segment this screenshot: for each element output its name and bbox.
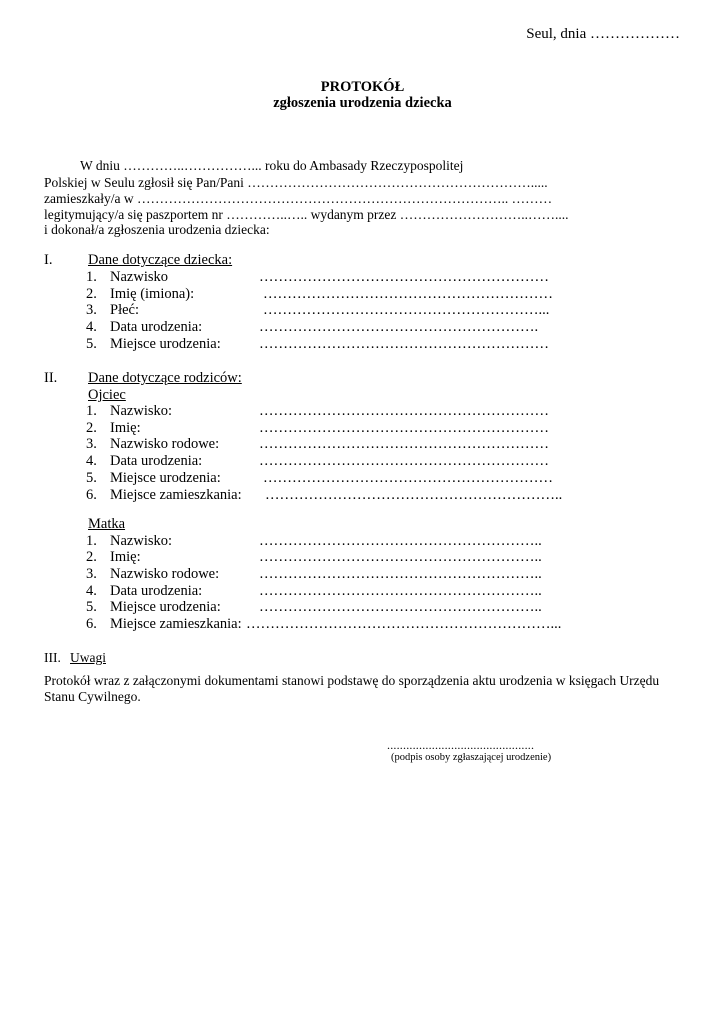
fill-line: …………………………………………………. [259, 319, 539, 335]
closing-paragraph: Protokół wraz z załączonymi dokumentami stanowi podstawę do sporządzenia aktu urodzenia w księgach Urzędu Stanu Cywilnego. [44, 673, 660, 704]
item-label: Miejsce zamieszkania: [110, 616, 242, 632]
item-label: Nazwisko: [110, 533, 173, 549]
item-number: 2. [86, 549, 97, 565]
item-number: 6. [86, 616, 97, 632]
child-item [86, 286, 194, 302]
item-label: Nazwisko [110, 269, 168, 285]
mother-item [86, 533, 172, 549]
mother-item [86, 566, 219, 582]
document-title: PROTOKÓŁ [320, 79, 405, 95]
place-date: Seul, dnia ……………… [526, 26, 680, 42]
fill-line: …………………………………………………… [259, 336, 549, 352]
fill-line: …………………………………………………… [259, 403, 549, 419]
item-number: 3. [86, 302, 97, 318]
fill-line: …………………………………………………….. [265, 487, 563, 503]
mother-item [86, 616, 242, 632]
fill-line: …………………………………………………… [263, 286, 553, 302]
item-number: 1. [86, 269, 97, 285]
item-label: Miejsce zamieszkania: [110, 487, 242, 503]
item-label: Data urodzenia: [110, 453, 203, 469]
item-label: Imię: [110, 420, 141, 436]
item-label: Data urodzenia: [110, 583, 203, 599]
item-number: 5. [86, 599, 97, 615]
section-3-heading: Uwagi [70, 650, 106, 665]
item-label: Imię: [110, 549, 141, 565]
item-label: Miejsce urodzenia: [110, 336, 221, 352]
item-number: 2. [86, 420, 97, 436]
child-item [86, 319, 202, 335]
fill-line: ………………………………………………….. [259, 533, 542, 549]
fill-line: …………………………………………………… [259, 436, 549, 452]
signature-caption: (podpis osoby zgłaszającej urodzenie) [391, 752, 552, 763]
item-number: 3. [86, 566, 97, 582]
father-item [86, 436, 219, 452]
fill-line: ………………………………………………………... [246, 616, 562, 632]
mother-heading: Matka [88, 516, 126, 532]
fill-line: …………………………………………………… [259, 420, 549, 436]
item-label: Imię (imiona): [110, 286, 195, 302]
intro-line-5: i dokonał/a zgłoszenia urodzenia dziecka: [44, 222, 270, 237]
item-number: 1. [86, 533, 97, 549]
fill-line: …………………………………………………… [263, 470, 553, 486]
father-heading: Ojciec [88, 387, 126, 403]
item-label: Nazwisko rodowe: [110, 566, 220, 582]
item-number: 4. [86, 583, 97, 599]
fill-line: ………………………………………………….. [259, 583, 542, 599]
item-number: 3. [86, 436, 97, 452]
item-number: 4. [86, 453, 97, 469]
intro-line-3: zamieszkały/a w ……………………………………………………………………….. ……… [44, 191, 553, 206]
section-2-heading: Dane dotyczące rodziców: [88, 370, 242, 386]
intro-line-2: Polskiej w Seulu zgłosił się Pan/Pani ………………………………………………………..... [44, 175, 548, 190]
fill-line: …………………………………………………... [263, 302, 550, 318]
item-label: Miejsce urodzenia: [110, 599, 221, 615]
fill-line: ………………………………………………….. [259, 599, 542, 615]
child-item [86, 269, 168, 285]
item-label: Płeć: [110, 302, 139, 318]
section-3-number: III. [44, 650, 61, 665]
father-item [86, 420, 141, 436]
intro-line-4: legitymujący/a się paszportem nr …………..….. wydanym przez ………………………..…….... [44, 207, 569, 222]
item-number: 4. [86, 319, 97, 335]
mother-item [86, 549, 141, 565]
item-number: 2. [86, 286, 97, 302]
mother-item [86, 599, 221, 615]
child-item [86, 302, 139, 318]
father-item [86, 403, 172, 419]
item-number: 6. [86, 487, 97, 503]
fill-line: …………………………………………………… [259, 453, 549, 469]
document-subtitle: zgłoszenia urodzenia dziecka [273, 95, 452, 111]
item-number: 1. [86, 403, 97, 419]
signature-line: .............................................. [387, 738, 535, 752]
item-number: 5. [86, 470, 97, 486]
section-1-heading: Dane dotyczące dziecka: [88, 252, 233, 268]
item-label: Nazwisko: [110, 403, 173, 419]
fill-line: ………………………………………………….. [259, 549, 542, 565]
section-1-number: I. [44, 252, 53, 268]
intro-line-1: W dniu …………..……………... roku do Ambasady Rzeczypospolitej [80, 158, 464, 173]
fill-line: …………………………………………………… [259, 269, 549, 285]
fill-line: ………………………………………………….. [259, 566, 542, 582]
item-number: 5. [86, 336, 97, 352]
father-item [86, 487, 242, 503]
item-label: Data urodzenia: [110, 319, 203, 335]
mother-item [86, 583, 202, 599]
item-label: Nazwisko rodowe: [110, 436, 220, 452]
father-item [86, 470, 221, 486]
item-label: Miejsce urodzenia: [110, 470, 221, 486]
section-2-number: II. [44, 370, 58, 386]
father-item [86, 453, 202, 469]
child-item [86, 336, 221, 352]
